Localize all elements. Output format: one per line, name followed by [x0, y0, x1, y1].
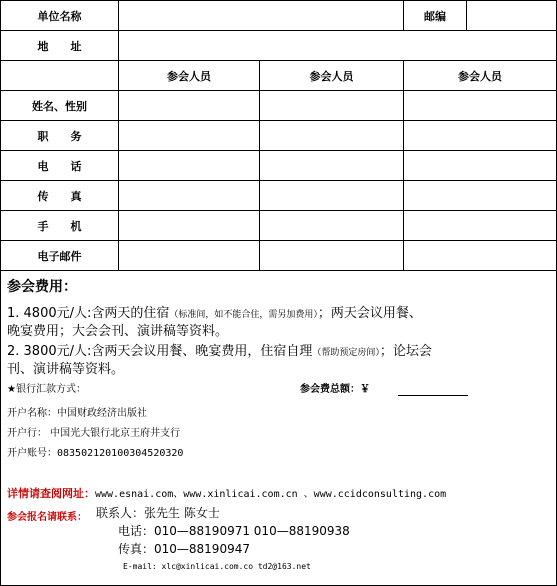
input-cell[interactable]	[404, 211, 557, 241]
row-label-email: 电子邮件	[1, 241, 119, 271]
fee-item-1-rest: ；两天会议用餐、	[317, 306, 422, 321]
website-label: 详情请查阅网址：	[7, 487, 95, 500]
row-label-fax: 传 真	[1, 181, 119, 211]
input-cell[interactable]	[404, 241, 557, 271]
fee-item-1-main: 1. 4800元/人:含两天的住宿	[7, 306, 170, 321]
account-number: 开户账号：083502120100304520320	[7, 448, 184, 459]
website-urls[interactable]: www.esnai.com、www.xinlicai.com.cn 、www.ccidconsulting.com	[95, 489, 447, 500]
contact-phone: 电话：010—88190971 010—88190938	[118, 524, 350, 538]
input-cell[interactable]	[119, 121, 260, 151]
input-cell[interactable]	[260, 241, 404, 271]
input-cell[interactable]	[260, 211, 404, 241]
fees-section	[0, 270, 556, 585]
bank-name: 开户行： 中国光大银行北京王府井支行	[7, 428, 181, 439]
row-label-position: 职 务	[1, 121, 119, 151]
input-cell[interactable]	[260, 91, 404, 121]
row-label-mobile: 手 机	[1, 211, 119, 241]
input-cell[interactable]	[404, 151, 557, 181]
participant-header-blank	[1, 61, 119, 91]
fee-item-2-note: （帮助预定房间）	[312, 348, 380, 358]
participant-header-2: 参会人员	[260, 61, 404, 91]
row-label-name-gender: 姓名、性别	[1, 91, 119, 121]
registration-table	[0, 0, 557, 271]
input-cell[interactable]	[119, 181, 260, 211]
input-cell[interactable]	[119, 151, 260, 181]
fee-item-1-continued: 晚宴费用；大会会刊、演讲稿等资料。	[7, 324, 229, 339]
input-cell[interactable]	[119, 91, 260, 121]
input-cell[interactable]	[119, 241, 260, 271]
total-fee-field[interactable]	[398, 395, 468, 396]
fee-item-2-continued: 刊、演讲稿等资料。	[7, 362, 125, 377]
fee-item-2-main: 2. 3800元/人:含两天会议用餐、晚宴费用，住宿自理	[7, 344, 313, 359]
bank-transfer-title: ★银行汇款方式：	[7, 384, 86, 395]
participant-header-1: 参会人员	[119, 61, 260, 91]
input-cell[interactable]	[260, 121, 404, 151]
input-cell[interactable]	[260, 181, 404, 211]
fee-item-2-rest: ；论坛会	[379, 344, 432, 359]
fee-item-1-note: （标准间，如不能合住，需另加费用）	[169, 310, 318, 320]
fees-title: 参会费用：	[7, 279, 77, 295]
row-label-phone: 电 话	[1, 151, 119, 181]
account-name: 开户名称：中国财政经济出版社	[7, 408, 147, 419]
input-cell[interactable]	[260, 151, 404, 181]
contact-fax: 传真：010—88190947	[118, 542, 250, 556]
total-fee-label: 参会费总额：￥	[300, 384, 370, 395]
participant-header-3: 参会人员	[404, 61, 557, 91]
fee-item-1	[7, 302, 422, 321]
postcode-field[interactable]	[467, 1, 557, 31]
website-line	[7, 485, 446, 501]
unit-name-field[interactable]	[119, 1, 404, 31]
contact-person: 联系人：张先生 陈女士	[96, 506, 220, 520]
contact-email[interactable]: E-mail: xlc@xinlicai.com.co td2@163.net	[123, 562, 311, 571]
registration-contact-label: 参会报名请联系：	[7, 512, 87, 523]
unit-name-label: 单位名称	[1, 1, 119, 31]
input-cell[interactable]	[119, 211, 260, 241]
address-field[interactable]	[119, 31, 557, 61]
address-label: 地 址	[1, 31, 119, 61]
input-cell[interactable]	[404, 91, 557, 121]
input-cell[interactable]	[404, 121, 557, 151]
postcode-label: 邮编	[404, 1, 467, 31]
fee-item-2	[7, 340, 432, 359]
input-cell[interactable]	[404, 181, 557, 211]
